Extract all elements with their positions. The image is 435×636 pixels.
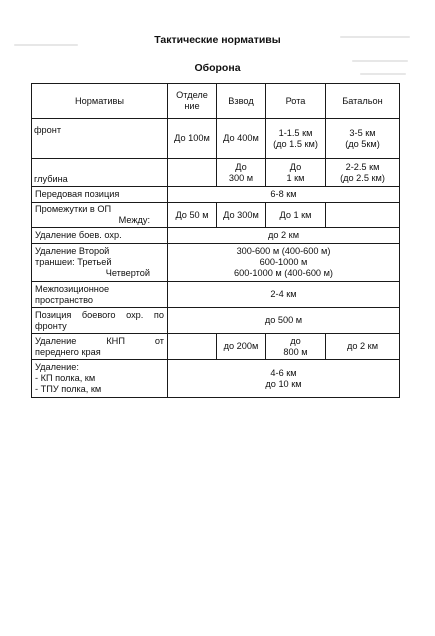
depth-company: До 1 км <box>266 159 326 187</box>
document-subtitle: Оборона <box>194 62 241 74</box>
trenches-value: 300-600 м (400-600 м) 600-1000 м 600-1000 м (400-600 м) <box>168 244 400 282</box>
row-label-knp: Удаление КНП от переднего края <box>32 334 168 360</box>
table-row-depth <box>32 159 400 187</box>
row-label-command-posts: Удаление: - КП полка, км - ТПУ полка, км <box>32 360 168 398</box>
interposition-value: 2-4 км <box>168 282 400 308</box>
front-squad: До 100м <box>168 119 217 159</box>
table-row-gaps <box>32 203 400 228</box>
depth-platoon: До 300 м <box>217 159 266 187</box>
knp-battalion: до 2 км <box>326 334 400 360</box>
header-company: Рота <box>266 84 326 119</box>
row-label-front: фронт <box>32 119 168 159</box>
row-label-forward-position: Передовая позиция <box>32 187 168 203</box>
outpost-distance-value: до 2 км <box>168 228 400 244</box>
gaps-squad: До 50 м <box>168 203 217 228</box>
table-row-front <box>32 119 400 159</box>
header-platoon: Взвод <box>217 84 266 119</box>
table-row-trenches <box>32 244 400 282</box>
header-norms: Нормативы <box>32 84 168 119</box>
row-label-outpost-front: Позиция боевого охр. по фронту <box>32 308 168 334</box>
document-title: Тактические нормативы <box>154 34 281 46</box>
table-row-outpost-distance <box>32 228 400 244</box>
table-row-knp <box>32 334 400 360</box>
gaps-platoon: До 300м <box>217 203 266 228</box>
front-platoon: До 400м <box>217 119 266 159</box>
gaps-company: До 1 км <box>266 203 326 228</box>
gaps-battalion <box>326 203 400 228</box>
knp-platoon: до 200м <box>217 334 266 360</box>
command-posts-value: 4-6 км до 10 км <box>168 360 400 398</box>
row-label-gaps: Промежутки в ОП Между: <box>32 203 168 228</box>
table-row-outpost-front <box>32 308 400 334</box>
row-label-depth: глубина <box>32 159 168 187</box>
forward-position-value: 6-8 км <box>168 187 400 203</box>
table-row-command-posts <box>32 360 400 398</box>
row-label-outpost-distance: Удаление боев. охр. <box>32 228 168 244</box>
norms-table <box>31 83 400 398</box>
table-row-forward-position <box>32 187 400 203</box>
header-squad: Отделе ние <box>168 84 217 119</box>
knp-company: до 800 м <box>266 334 326 360</box>
table-header-row <box>32 84 400 119</box>
front-battalion: 3-5 км (до 5км) <box>326 119 400 159</box>
knp-squad <box>168 334 217 360</box>
row-label-interposition: Межпозиционное пространство <box>32 282 168 308</box>
outpost-front-value: до 500 м <box>168 308 400 334</box>
row-label-trenches: Удаление Второй траншеи: Третьей Четвертой <box>32 244 168 282</box>
depth-squad <box>168 159 217 187</box>
header-battalion: Батальон <box>326 84 400 119</box>
table-row-interposition <box>32 282 400 308</box>
front-company: 1-1.5 км (до 1.5 км) <box>266 119 326 159</box>
depth-battalion: 2-2.5 км (до 2.5 км) <box>326 159 400 187</box>
